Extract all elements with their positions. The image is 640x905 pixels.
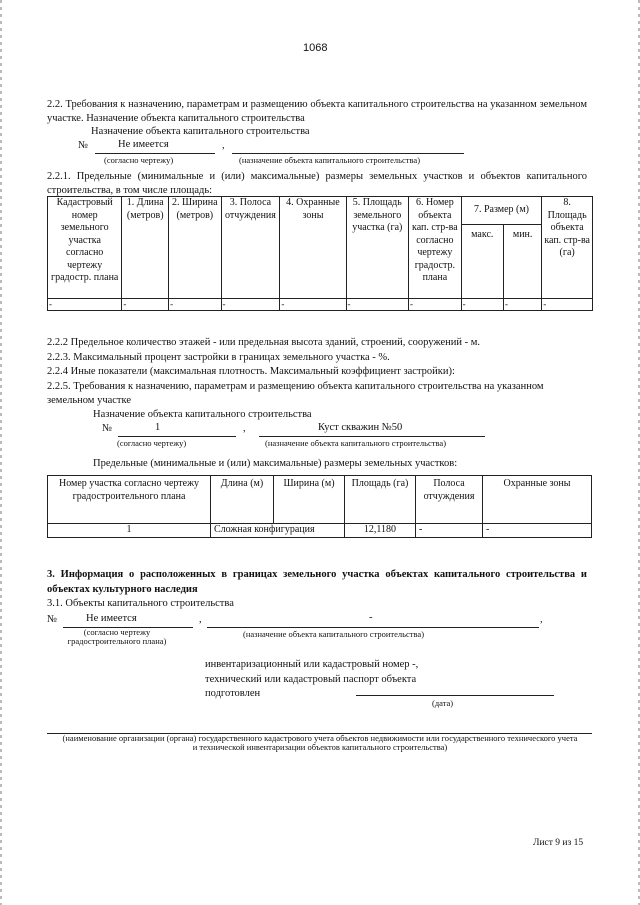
col-object-area: 8. Площадь объекта кап. стр-ва (га)	[542, 197, 593, 299]
section-3-1: 3.1. Объекты капитального строительства	[47, 598, 234, 609]
num-sign: №	[78, 140, 89, 151]
num-sign-2: №	[102, 423, 113, 434]
comma-3: ,	[199, 614, 202, 625]
limits-table	[47, 196, 593, 311]
num-underline-2	[118, 436, 236, 437]
col-plot-area: Площадь (га)	[345, 476, 416, 524]
tech-passport-line: технический или кадастровый паспорт объекта	[205, 674, 417, 685]
table-cell: -	[503, 299, 541, 311]
plot-zones-cell: -	[483, 524, 592, 538]
num-value-2: 1	[155, 422, 161, 433]
num-value: Не имеется	[118, 139, 169, 150]
section-2-2-2: 2.2.2 Предельное количество этажей - или предельная высота зданий, строений, сооружений - м.	[47, 337, 480, 348]
date-underline	[356, 695, 554, 696]
plot-table	[47, 475, 592, 538]
purpose-underline-2	[259, 436, 485, 437]
col-width: 2. Ширина (метров)	[169, 197, 221, 299]
col-zones: 4. Охранные зоны	[280, 197, 346, 299]
plot-config-cell: Сложная конфигурация	[211, 524, 345, 538]
caption-purpose: (назначение объекта капитального строительства)	[239, 155, 421, 165]
inventory-line: инвентаризационный или кадастровый номер -,	[205, 659, 419, 670]
plot-strip-cell: -	[416, 524, 483, 538]
caption-organization: (наименование организации (органа) государственного кадастрового учета объектов недвижимости или государственного технического учета и технической инвентаризации объектов капитального строительства)	[62, 733, 578, 752]
table-cell: -	[48, 299, 122, 311]
section-2-2-3: 2.2.3. Максимальный процент застройки в границах земельного участка - %.	[47, 352, 390, 363]
col-object-num: 6. Номер объекта кап. стр-ва согласно чертежу градостр. плана	[409, 197, 462, 299]
section-2-2-1: 2.2.1. Предельные (минимальные и (или) максимальные) размеры земельных участков и объектов капитального строительства, в том числе площадь:	[47, 171, 587, 196]
caption-drawing-2: (согласно чертежу)	[117, 438, 187, 448]
caption-date: (дата)	[432, 698, 454, 708]
num-underline	[95, 153, 215, 154]
prepared-label: подготовлен	[205, 688, 261, 699]
caption-purpose-3: (назначение объекта капитального строительства)	[243, 629, 425, 639]
scan-edge-left	[0, 0, 2, 905]
col-plot-length: Длина (м)	[211, 476, 274, 524]
page-number: 1068	[303, 42, 328, 54]
section-2-2-4: 2.2.4 Иные показатели (максимальная плотность. Максимальный коэффициент застройки):	[47, 366, 455, 377]
col-length: 1. Длина (метров)	[122, 197, 169, 299]
caption-purpose-2: (назначение объекта капитального строительства)	[265, 438, 447, 448]
table-cell: -	[542, 299, 593, 311]
purpose-label-2: Назначение объекта капитального строительства	[93, 409, 312, 420]
table-cell: -	[346, 299, 409, 311]
col-plot-width: Ширина (м)	[274, 476, 345, 524]
plot-num-cell: 1	[48, 524, 211, 538]
table-cell: -	[221, 299, 280, 311]
col-plot-strip: Полоса отчуждения	[416, 476, 483, 524]
col-plot-zones: Охранные зоны	[483, 476, 592, 524]
purpose-dash-3: -	[369, 612, 373, 623]
num-sign-3: №	[47, 614, 58, 625]
col-area: 5. Площадь земельного участка (га)	[346, 197, 409, 299]
plot-area-cell: 12,1180	[345, 524, 416, 538]
col-size-max: макс.	[461, 225, 503, 299]
table-cell: -	[122, 299, 169, 311]
comma-2: ,	[243, 423, 246, 434]
purpose-underline-3	[207, 627, 539, 628]
comma: ,	[222, 140, 225, 151]
sheet-number: Лист 9 из 15	[533, 838, 584, 848]
caption-drawing-3: (согласно чертежу градостроительного плана)	[67, 627, 167, 646]
col-strip: 3. Полоса отчуждения	[221, 197, 280, 299]
section-2-2-heading: 2.2. Требования к назначению, параметрам и размещению объекта капитального строительства на указанном земельном участке. Назначение объекта капитального строительства	[47, 99, 587, 124]
table-cell: -	[280, 299, 346, 311]
table-cell: -	[409, 299, 462, 311]
caption-drawing: (согласно чертежу)	[104, 155, 174, 165]
limits-label: Предельные (минимальные и (или) максимальные) размеры земельных участков:	[93, 458, 458, 469]
col-cadastral: Кадастровый номер земельного участка согласно чертежу градостр. плана	[48, 197, 122, 299]
section-2-2-5: 2.2.5. Требования к назначению, параметрам и размещению объекта капитального строительства на указанном земельном участке	[47, 381, 544, 406]
purpose-underline	[232, 153, 464, 154]
purpose-value-2: Куст скважин №50	[318, 422, 403, 433]
col-size-min: мин.	[503, 225, 541, 299]
col-size: 7. Размер (м)	[461, 197, 542, 225]
table-cell: -	[461, 299, 503, 311]
purpose-label: Назначение объекта капитального строительства	[91, 126, 310, 137]
col-plot-num: Номер участка согласно чертежу градостроительного плана	[48, 476, 211, 524]
num-value-3: Не имеется	[86, 613, 137, 624]
section-3-heading: 3. Информация о расположенных в границах земельного участка объектах капитального строительства и объектах культурного наследия	[47, 569, 587, 595]
table-cell: -	[169, 299, 221, 311]
comma-3b: ,	[540, 614, 543, 625]
